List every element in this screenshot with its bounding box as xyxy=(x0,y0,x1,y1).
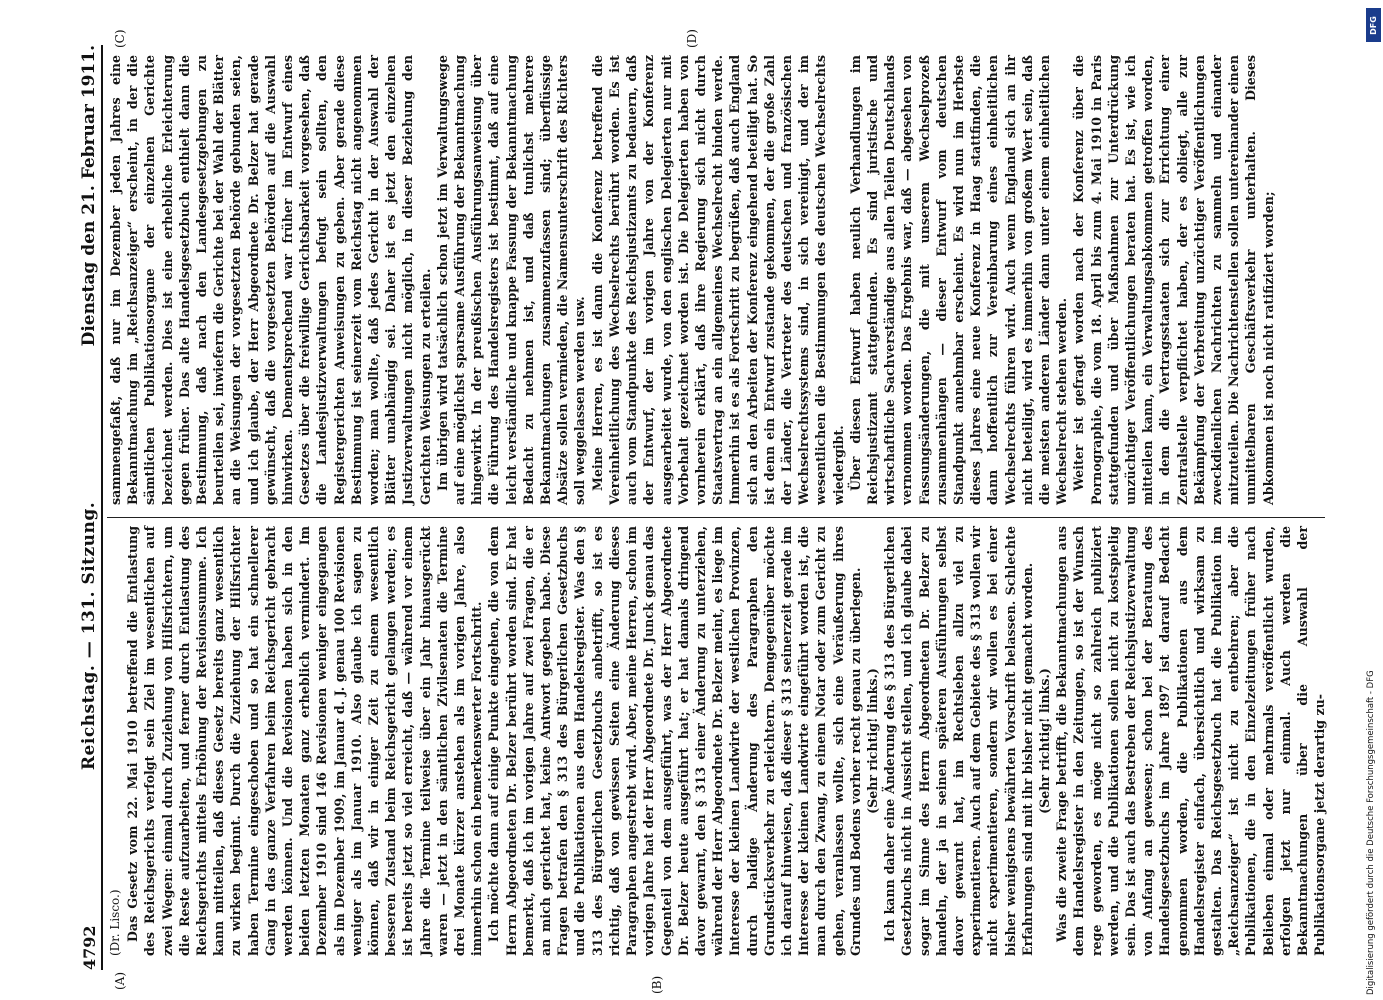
page-number: 4792 xyxy=(80,925,99,970)
paragraph: Was die zweite Frage betrifft, die Bekanntmachungen aus dem Handelsregister in den Zeitungen, so ist der Wunsch rege geworden, es möge nicht so zahlreich publiziert werden, und die Publikationen sollen nicht zu kostspielig sein. Das ist auch das Bestreben der Reichsjustizverwaltung von Anfang an gewesen; schon bei der Beratung des Handelsgesetzbuchs im Jahre 1897 ist darauf Bedacht genommen worden, die Publikationen aus dem Handelsregister einfach, übersichtlich und wirksam zu gestalten. Das Reichsgesetzbuch hat die Publikation im „Reichsanzeiger“ ist nicht zu entbehren; aber die Publikationen, die in den Einzelzeitungen früher nach Belieben einmal oder mehrmals veröffentlicht wurden, erfolgen jetzt nur einmal. Auch werden die Bekanntmachungen über die Auswahl der Publikationsorgane jetzt derartig zu- xyxy=(1054,526,1328,956)
margin-marker-c: (C) xyxy=(113,29,127,48)
interjection: (Sehr richtig! links.) xyxy=(1036,668,1052,814)
paragraph: Weiter ist gefragt worden nach der Konferenz über die Pornographie, die vom 18. April bis zum 4. Mai 1910 in Paris stattgefunden und über Maßnahmen zur Unterdrückung unzüchtiger Veröffentlichungen beraten hat. Es ist, wie ich mitteilen kann, ein Verwaltungsabkommen getroffen worden, in dem die Vertragsstaaten sich zur Errichtung einer Zentralstelle verpflichtet haben, der es obliegt, alle zur Bekämpfung der Verbreitung unzüchtiger Veröffentlichungen zweckdienlichen Nachrichten zu sammeln und einander mitzuteilen. Die Nachrichtenstellen sollen untereinander einen unmittelbaren Geschäftsverkehr unterhalten. Dieses Abkommen ist noch nicht ratifiziert worden; xyxy=(1071,55,1276,505)
page-header xyxy=(73,45,103,970)
session-title: Reichstag. — 131. Sitzung. xyxy=(79,501,99,771)
speaker-label: (Dr. Lisco.) xyxy=(108,889,122,956)
paragraph: sammengefaßt, daß nur im Dezember jeden Jahres eine Bekanntmachung im „Reichsanzeiger“ erscheint, in der die sämtlichen Publikationsorgane der einzelnen Gerichte bezeichnet werden. Dies ist eine erhebliche Erleichterung gegen früher. Das alte Handelsgesetzbuch enthielt dann die Bestimmung, daß nach den Landesgesetzgebungen zu beurteilen sei, inwiefern die Gerichte bei der Wahl der Blätter an die Weisungen der vorgesetzten Behörde gebunden seien, und ich glaube, der Herr Abgeordnete Dr. Belzer hat gerade gewünscht, daß die vorgesetzten Behörden auf die Auswahl hinwirken. Dementsprechend war früher im Entwurf eines Gesetzes über die freiwillige Gerichtsbarkeit vorgesehen, daß die Landesjustizverwaltungen befugt sein sollten, den Registergerichten Anweisungen zu geben. Aber gerade diese Bestimmung ist seinerzeit vom Reichstag nicht angenommen worden; man wollte, daß jedes Gericht in der Auswahl der Blätter unabhängig sei. Daher ist es jetzt den einzelnen Justizverwaltungen nicht möglich, in dieser Beziehung den Gerichten Weisungen zu erteilen. xyxy=(108,55,433,505)
dfg-logo-icon xyxy=(1366,8,1381,42)
right-column xyxy=(107,55,1315,505)
paragraph: Im übrigen wird tatsächlich schon jetzt im Verwaltungswege auf eine möglichst sparsame Ausführung der Bekanntmachung hingewirkt. In der preußischen Ausführungsanweisung über die Führung des Handelsregisters ist bestimmt, daß auf eine leicht verständliche und knappe Fassung der Bekanntmachung Bedacht zu nehmen ist, und daß tunlichst mehrere Bekanntmachungen zusammenzufassen sind; überflüssige Absätze sollen vermieden, die Namensunterschrift des Richters soll weggelassen werden usw. xyxy=(434,55,588,505)
column-divider xyxy=(107,517,1325,518)
margin-marker-d: (D) xyxy=(685,29,699,48)
margin-marker-b: (B) xyxy=(650,975,664,994)
margin-marker-a: (A) xyxy=(113,971,127,990)
left-column xyxy=(107,526,1328,956)
rotated-page xyxy=(35,25,1345,1000)
paragraph: Das Gesetz vom 22. Mai 1910 betreffend die Entlastung des Reichsgerichts verfolgt sein Ziel im wesentlichen auf zwei Wegen: einmal durch Zuziehung von Hilfsrichtern, um die Reste aufzuarbeiten, und ferner durch Entlastung des Reichsgerichts mittels Erhöhung der Revisionssumme. Ich kann mitteilen, daß dieses Gesetz bereits ganz wesentlich zu wirken beginnt. Durch die Zuziehung der Hilfsrichter haben Termine eingeschoben und so hat ein schnellerer Gang in das ganze Verfahren beim Reichsgericht gebracht werden können. Und die Revisionen haben sich in den beiden letzten Monaten ganz erheblich vermindert. Im Dezember 1910 sind 146 Revisionen weniger eingegangen als im Dezember 1909, im Januar d. J. genau 100 Revisionen weniger als im Januar 1910. Also glaube ich sagen zu können, daß wir in einiger Zeit zu einem wesentlich besseren Zustand beim Reichsgericht gelangen werden; es ist bereits jetzt so viel erreicht, daß — während vor einem Jahre die Termine teilweise über ein Jahr hinausgerückt waren — jetzt in den sämtlichen Zivilsenaten die Termine drei Monate kürzer anstehen als im vorigen Jahre, also immerhin schon ein bemerkenswerter Fortschritt. xyxy=(125,526,485,956)
paragraph: Ich möchte dann auf einige Punkte eingehen, die von dem Herrn Abgeordneten Dr. Belzer berührt worden sind. Er hat bemerkt, daß ich im vorigen Jahre auf zwei Fragen, die er an mich gerichtet hat, keine Antwort gegeben habe. Diese Fragen betrafen den § 313 des Bürgerlichen Gesetzbuchs und die Publikationen aus dem Handelsregister. Was den § 313 des Bürgerlichen Gesetzbuchs anbetrifft, so ist es richtig, daß von gewissen Seiten eine Änderung dieses Paragraphen angestrebt wird. Aber, meine Herren, schon im vorigen Jahre hat der Herr Abgeordnete Dr. Junck genau das Gegenteil von dem ausgeführt, was der Herr Abgeordnete Dr. Belzer heute ausgeführt hat; er hat damals dringend davor gewarnt, den § 313 einer Änderung zu unterziehen, während der Herr Abgeordnete Dr. Belzer meint, es liege im Interesse der kleinen Landwirte der westlichen Provinzen, durch baldige Änderung des Paragraphen den Grundstücksverkehr zu erleichtern. Demgegenüber möchte ich darauf hinweisen, daß dieser § 313 seinerzeit gerade im Interesse der kleinen Landwirte eingeführt worden ist, die man durch den Zwang, zu einem Notar oder zum Gericht zu gehen, veranlassen wollte, sich eine Veräußerung ihres Grundes und Bodens vorher recht genau zu überlegen. xyxy=(486,526,863,956)
paragraph: Über diesen Entwurf haben neulich Verhandlungen im Reichsjustizamt stattgefunden. Es sind juristische und wirtschaftliche Sachverständige aus allen Teilen Deutschlands vernommen worden. Das Ergebnis war, daß — abgesehen von Fassungsänderungen, die mit unserem Wechselprozeß zusammenhängen — dieser Entwurf vom deutschen Standpunkt annehmbar erscheint. Es wird nun im Herbste dieses Jahres eine neue Konferenz in Haag stattfinden, die dann hoffentlich zur Vereinbarung eines einheitlichen Wechselrechts führen wird. Auch wenn England sich an ihr nicht beteiligt, wird es immerhin von großem Wert sein, daß die meisten anderen Länder dann unter einem einheitlichen Wechselrecht stehen werden. xyxy=(847,55,1070,505)
paragraph: Ich kann daher eine Änderung des § 313 des Bürgerlichen Gesetzbuchs nicht in Aussicht stellen, und ich glaube dabei sogar im Sinne des Herrn Abgeordneten Dr. Belzer zu handeln, der ja in seinen späteren Ausführungen selbst davor gewarnt hat, im Rechtsleben allzu viel zu experimentieren. Auch auf dem Gebiete des § 313 wollen wir nicht experimentieren, sondern wir wollen es bei einer bisher wenigstens bewährten Vorschrift belassen. Schlechte Erfahrungen sind mit ihr bisher nicht gemacht worden. xyxy=(882,526,1035,956)
session-date: Dienstag den 21. Februar 1911. xyxy=(79,45,99,347)
digitization-credit: Digitalisierung gefördert durch die Deutsche Forschungsgemeinschaft - DFG xyxy=(1366,670,1376,995)
interjection: (Sehr richtig! links.) xyxy=(864,668,880,814)
paragraph: Meine Herren, es ist dann die Konferenz betreffend die Vereinheitlichung des Wechselrechts berührt worden. Es ist auch vom Standpunkte des Reichsjustizamts zu bedauern, daß der Entwurf, der im vorigen Jahre von der Konferenz ausgearbeitet wurde, von den englischen Delegierten nur mit Vorbehalt gezeichnet worden ist. Die Delegierten haben von vornherein erklärt, daß ihre Regierung sich nicht durch Staatsvertrag an ein allgemeines Wechselrecht binden werde. Immerhin ist es als Fortschritt zu begrüßen, daß auch England sich an den Arbeiten der Konferenz eingehend beteiligt hat. So ist denn ein Entwurf zustande gekommen, der die große Zahl der Länder, die Vertreter des deutschen und französischen Wechselrechtssystems sind, in sich vereinigt, und der im wesentlichen die Bestimmungen des deutschen Wechselrechts wiedergibt. xyxy=(589,55,846,505)
dfg-logo-text: DFG xyxy=(1369,15,1379,35)
